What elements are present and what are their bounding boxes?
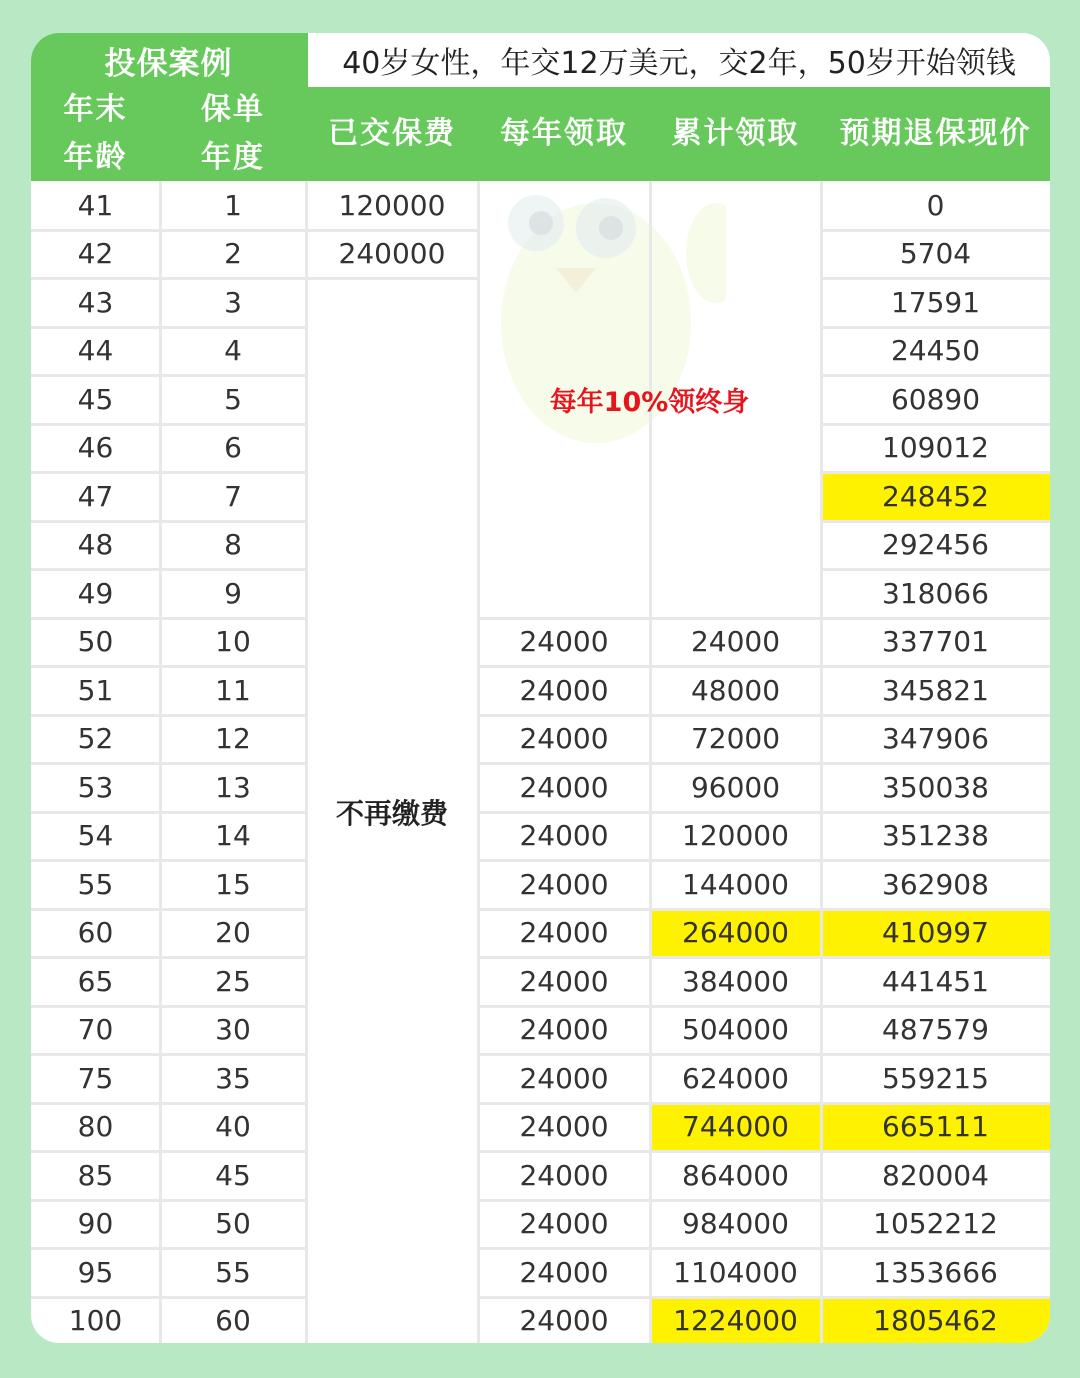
annual-payout-note: 每年10%领终身 xyxy=(549,386,750,418)
annual-payout-cell: 24000 xyxy=(519,964,609,998)
policy-year-cell: 11 xyxy=(215,673,251,707)
age-cell: 60 xyxy=(77,916,114,950)
policy-year-cell: 25 xyxy=(215,964,251,998)
row-divider xyxy=(478,956,821,959)
row-divider xyxy=(31,326,306,329)
premium-paid-cell: 120000 xyxy=(338,188,446,222)
cumulative-payout-cell: 984000 xyxy=(682,1207,789,1241)
cash-value-cell: 318066 xyxy=(882,576,989,610)
age-cell: 42 xyxy=(77,237,114,271)
cumulative-payout-cell: 24000 xyxy=(690,625,781,659)
annual-payout-cell: 24000 xyxy=(519,770,609,804)
cash-value-cell: 24450 xyxy=(890,334,981,368)
policy-year-cell: 3 xyxy=(224,285,242,319)
policy-year-cell: 2 xyxy=(224,237,242,271)
annual-payout-cell: 24000 xyxy=(519,1207,609,1241)
row-divider xyxy=(31,1053,306,1056)
row-divider xyxy=(821,1053,1050,1056)
age-cell: 100 xyxy=(68,1304,123,1338)
row-divider xyxy=(31,423,306,426)
case-description: 40岁女性，年交12万美元，交2年，50岁开始领钱 xyxy=(306,33,1050,87)
insurance-table-card xyxy=(31,33,1050,1343)
col-header-age: 年末 年龄 xyxy=(63,92,128,175)
cumulative-payout-cell: 384000 xyxy=(682,964,789,998)
no-more-payment-label: 不再缴费 xyxy=(335,796,448,830)
row-divider xyxy=(478,714,821,717)
row-divider xyxy=(821,665,1050,668)
row-divider xyxy=(478,811,821,814)
row-divider xyxy=(821,1102,1050,1105)
annual-payout-cell: 24000 xyxy=(519,867,609,901)
row-divider xyxy=(821,568,1050,571)
row-divider xyxy=(31,471,306,474)
age-cell: 48 xyxy=(77,528,114,562)
cash-value-cell: 410997 xyxy=(821,909,1050,958)
policy-year-cell: 5 xyxy=(224,382,242,416)
policy-year-cell: 35 xyxy=(215,1061,251,1095)
row-divider xyxy=(821,1247,1050,1250)
age-cell: 44 xyxy=(77,334,114,368)
annual-payout-cell: 24000 xyxy=(519,1013,609,1047)
row-divider xyxy=(821,229,1050,232)
policy-year-cell: 12 xyxy=(215,722,251,756)
age-cell: 51 xyxy=(77,673,114,707)
col-header-annual-payout: 每年领取 xyxy=(500,116,628,151)
row-divider xyxy=(478,1005,821,1008)
cash-value-cell: 248452 xyxy=(821,472,1050,521)
row-divider xyxy=(306,229,478,232)
row-divider xyxy=(821,1199,1050,1202)
age-cell: 54 xyxy=(77,819,114,853)
policy-year-cell: 40 xyxy=(215,1110,251,1144)
cash-value-cell: 337701 xyxy=(882,625,989,659)
row-divider xyxy=(478,908,821,911)
annual-payout-cell: 24000 xyxy=(519,673,609,707)
cash-value-cell: 487579 xyxy=(882,1013,989,1047)
row-divider xyxy=(31,568,306,571)
row-divider xyxy=(821,1296,1050,1299)
row-divider xyxy=(821,956,1050,959)
cash-value-cell: 5704 xyxy=(899,237,972,271)
age-cell: 80 xyxy=(77,1110,114,1144)
annual-payout-cell: 24000 xyxy=(519,722,609,756)
policy-year-cell: 8 xyxy=(224,528,242,562)
cumulative-payout-cell: 72000 xyxy=(690,722,781,756)
cash-value-cell: 559215 xyxy=(882,1061,989,1095)
age-cell: 90 xyxy=(77,1207,114,1241)
policy-year-cell: 9 xyxy=(224,576,242,610)
annual-payout-cell: 24000 xyxy=(519,1061,609,1095)
age-cell: 52 xyxy=(77,722,114,756)
row-divider xyxy=(31,859,306,862)
cash-value-cell: 347906 xyxy=(882,722,989,756)
row-divider xyxy=(31,1199,306,1202)
cumulative-payout-cell: 744000 xyxy=(650,1103,821,1152)
cumulative-payout-cell: 144000 xyxy=(682,867,789,901)
cash-value-cell: 1052212 xyxy=(873,1207,998,1241)
cash-value-cell: 362908 xyxy=(882,867,989,901)
row-divider xyxy=(31,1247,306,1250)
row-divider xyxy=(31,617,306,620)
row-divider xyxy=(821,520,1050,523)
age-cell: 95 xyxy=(77,1255,114,1289)
row-divider xyxy=(31,1102,306,1105)
row-divider xyxy=(821,1005,1050,1008)
cumulative-payout-cell: 504000 xyxy=(682,1013,789,1047)
row-divider xyxy=(31,811,306,814)
row-divider xyxy=(821,762,1050,765)
row-divider xyxy=(821,374,1050,377)
row-divider xyxy=(478,1247,821,1250)
age-cell: 41 xyxy=(77,188,114,222)
row-divider xyxy=(31,277,306,280)
policy-year-cell: 20 xyxy=(215,916,251,950)
col-header-cumulative-payout: 累计领取 xyxy=(671,116,800,151)
row-divider xyxy=(31,1005,306,1008)
annual-payout-cell: 24000 xyxy=(519,625,609,659)
row-divider xyxy=(821,617,1050,620)
premium-paid-cell: 240000 xyxy=(338,237,446,271)
row-divider xyxy=(478,1199,821,1202)
policy-year-cell: 14 xyxy=(215,819,251,853)
age-cell: 50 xyxy=(77,625,114,659)
cumulative-payout-cell: 120000 xyxy=(682,819,789,853)
annual-payout-cell: 24000 xyxy=(519,916,609,950)
row-divider xyxy=(821,859,1050,862)
row-divider xyxy=(31,714,306,717)
cash-value-cell: 441451 xyxy=(882,964,989,998)
policy-year-cell: 7 xyxy=(224,479,242,513)
row-divider xyxy=(821,423,1050,426)
cumulative-payout-cell: 1104000 xyxy=(673,1255,798,1289)
cumulative-payout-cell: 864000 xyxy=(682,1158,789,1192)
row-divider xyxy=(821,326,1050,329)
cash-value-cell: 292456 xyxy=(882,528,989,562)
col-header-cash-value: 预期退保现价 xyxy=(839,116,1032,151)
cash-value-cell: 109012 xyxy=(882,431,989,465)
policy-year-cell: 30 xyxy=(215,1013,251,1047)
age-cell: 70 xyxy=(77,1013,114,1047)
row-divider xyxy=(31,1150,306,1153)
row-divider xyxy=(31,956,306,959)
row-divider xyxy=(478,1102,821,1105)
column-header-row xyxy=(31,87,1050,181)
row-divider xyxy=(31,1296,306,1299)
cash-value-cell: 0 xyxy=(926,188,945,222)
cash-value-cell: 1805462 xyxy=(821,1297,1050,1344)
cumulative-payout-cell: 624000 xyxy=(682,1061,789,1095)
policy-year-cell: 13 xyxy=(215,770,251,804)
row-divider xyxy=(821,714,1050,717)
cumulative-payout-cell: 48000 xyxy=(690,673,781,707)
row-divider xyxy=(31,762,306,765)
policy-year-cell: 45 xyxy=(215,1158,251,1192)
cumulative-payout-cell: 1224000 xyxy=(650,1297,821,1344)
policy-year-cell: 6 xyxy=(224,431,242,465)
cash-value-cell: 351238 xyxy=(882,819,989,853)
row-divider xyxy=(478,1296,821,1299)
cash-value-cell: 345821 xyxy=(882,673,989,707)
row-divider xyxy=(31,229,306,232)
row-divider xyxy=(821,1150,1050,1153)
row-divider xyxy=(478,1053,821,1056)
age-cell: 43 xyxy=(77,285,114,319)
age-cell: 85 xyxy=(77,1158,114,1192)
col-header-premium-paid: 已交保费 xyxy=(328,116,456,151)
cumulative-payout-cell: 264000 xyxy=(650,909,821,958)
annual-payout-cell: 24000 xyxy=(519,1304,609,1338)
annual-payout-cell: 24000 xyxy=(519,819,609,853)
age-cell: 49 xyxy=(77,576,114,610)
cash-value-cell: 60890 xyxy=(890,382,981,416)
age-cell: 47 xyxy=(77,479,114,513)
cumulative-payout-cell: 96000 xyxy=(690,770,781,804)
row-divider xyxy=(478,762,821,765)
row-divider xyxy=(821,471,1050,474)
annual-payout-cell: 24000 xyxy=(519,1110,609,1144)
age-cell: 55 xyxy=(77,867,114,901)
policy-year-cell: 55 xyxy=(215,1255,251,1289)
case-label: 投保案例 xyxy=(31,33,306,87)
row-divider xyxy=(478,859,821,862)
row-divider xyxy=(31,665,306,668)
policy-year-cell: 60 xyxy=(215,1304,251,1338)
policy-year-cell: 1 xyxy=(224,188,242,222)
cash-value-cell: 820004 xyxy=(882,1158,989,1192)
age-cell: 45 xyxy=(77,382,114,416)
annual-payout-cell: 24000 xyxy=(519,1255,609,1289)
row-divider xyxy=(478,1150,821,1153)
row-divider xyxy=(821,811,1050,814)
row-divider xyxy=(31,520,306,523)
row-divider xyxy=(821,277,1050,280)
cash-value-cell: 1353666 xyxy=(873,1255,998,1289)
row-divider xyxy=(478,665,821,668)
policy-year-cell: 10 xyxy=(215,625,251,659)
policy-year-cell: 50 xyxy=(215,1207,251,1241)
cash-value-cell: 350038 xyxy=(882,770,989,804)
row-divider xyxy=(821,908,1050,911)
policy-year-cell: 15 xyxy=(215,867,251,901)
age-cell: 75 xyxy=(77,1061,114,1095)
cash-value-cell: 665111 xyxy=(821,1103,1050,1152)
age-cell: 53 xyxy=(77,770,114,804)
row-divider xyxy=(31,908,306,911)
col-header-policy-year: 保单 年度 xyxy=(201,92,265,175)
age-cell: 65 xyxy=(77,964,114,998)
row-divider xyxy=(31,374,306,377)
cash-value-cell: 17591 xyxy=(890,285,981,319)
annual-payout-cell: 24000 xyxy=(519,1158,609,1192)
age-cell: 46 xyxy=(77,431,114,465)
policy-year-cell: 4 xyxy=(224,334,242,368)
